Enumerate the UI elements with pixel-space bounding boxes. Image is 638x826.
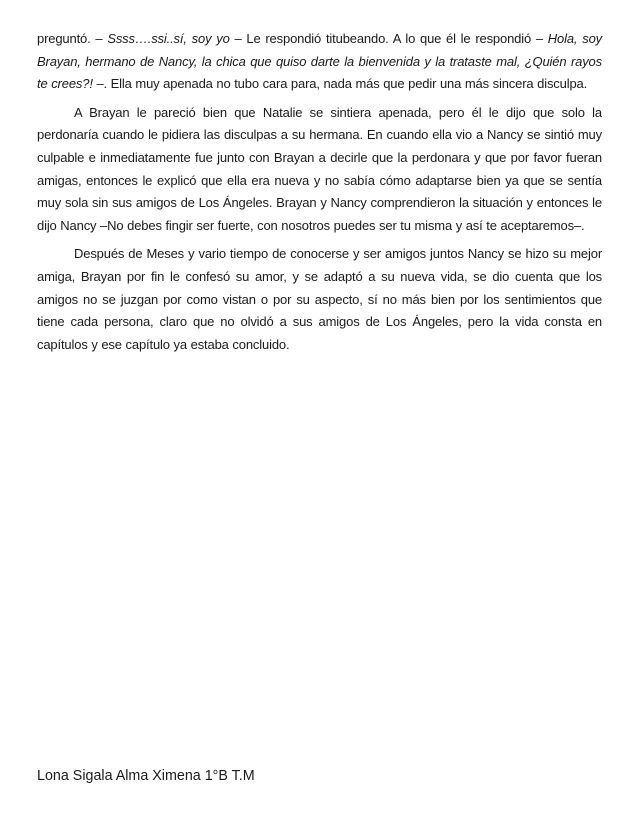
paragraph-1-italic-dialogue-b: Hola, soy Brayan, hermano de Nancy, la chica que quiso darte la bienvenida y la trataste mal, ¿Quién rayos te crees?! (37, 31, 602, 92)
paragraph-1-text-b: – Le respondió titubeando. A lo que él le respondió – (229, 31, 548, 46)
paragraph-1 (37, 28, 602, 96)
paragraph-1-italic-dialogue-a: Ssss….ssi..sí, soy yo (107, 31, 230, 46)
page-footer: Lona Sigala Alma Ximena 1°B T.M (37, 768, 255, 784)
paragraph-1-text-c: –. Ella muy apenada no tubo cara para, nada más que pedir una más sincera disculpa. (92, 76, 588, 92)
paragraph-1-text-a: preguntó. – (37, 31, 108, 46)
paragraph-3: Después de Meses y vario tiempo de conocerse y ser amigos juntos Nancy se hizo su mejor amiga, Brayan por fin le confesó su amor, y se adaptó a su nueva vida, se dio cuenta que los amigos no se juzgan por como vistan o por su aspecto, sí no más bien por los sentimientos que tiene cada persona, claro que no olvidó a sus amigos de Los Ángeles, pero la vida consta en capítulos y ese capítulo ya estaba concluido. (37, 246, 602, 352)
paragraph-2: A Brayan le pareció bien que Natalie se sintiera apenada, pero él le dijo que solo la perdonaría cuando le pidiera las disculpas a su hermana. En cuando ella vio a Nancy se sintió muy culpable e inmediatamente fue junto con Brayan a decirle que la perdonara y que por favor fueran amigas, entonces le explicó que ella era nueva y no sabía cómo adaptarse bien ya que se sentía muy sola sin sus amigos de Los Ángeles. Brayan y Nancy comprendieron la situación y entonces le dijo Nancy –No debes fingir ser fuerte, con nosotros puedes ser tu misma y así te aceptaremos–. (37, 104, 602, 233)
document-body (37, 28, 602, 356)
